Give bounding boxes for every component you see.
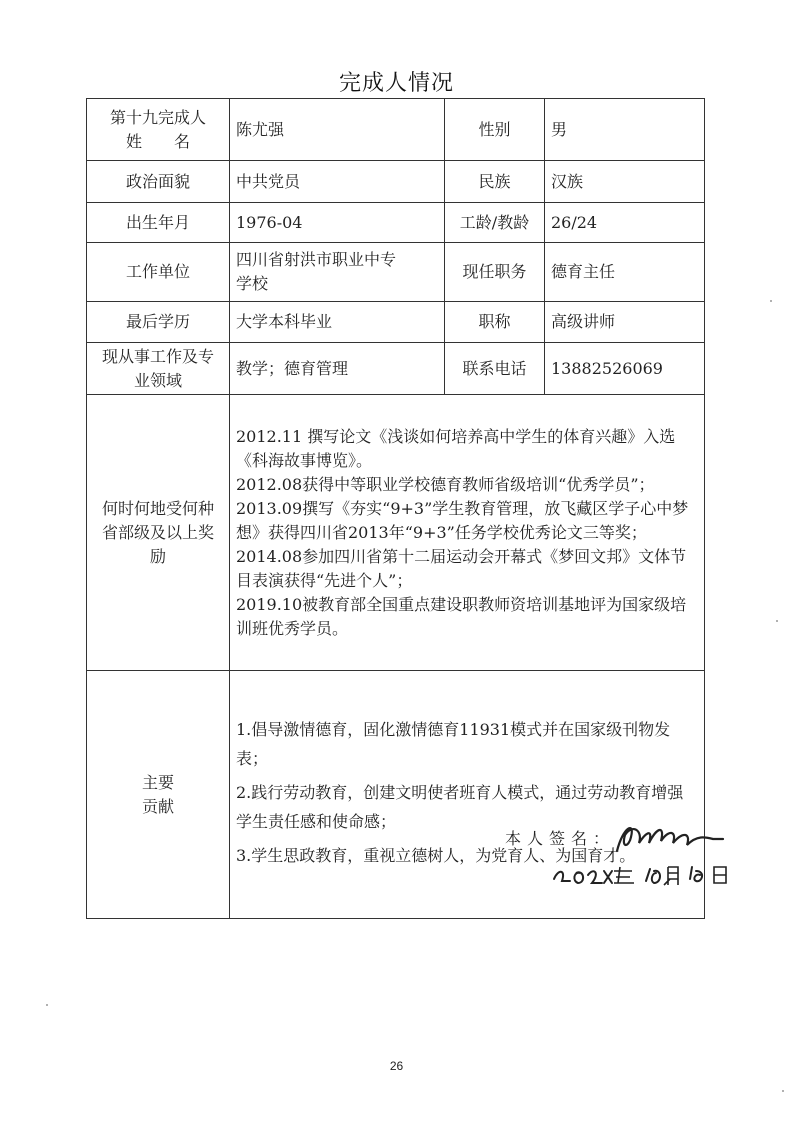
row-awards	[87, 395, 705, 671]
award-item: 2019.10被教育部全国重点建设职教师资培训基地评为国家级培训班优秀学员。	[236, 594, 687, 638]
name-label	[87, 99, 230, 161]
name-value: 陈尤强	[230, 99, 445, 161]
gender-value: 男	[545, 99, 705, 161]
field-label	[87, 343, 230, 395]
phone-value: 13882526069	[545, 343, 705, 395]
title-value: 高级讲师	[545, 302, 705, 343]
seniority-label: 工龄/教龄	[445, 203, 545, 243]
contributions-list	[230, 671, 705, 919]
awards-label-line2: 省部级及以上奖	[101, 522, 214, 542]
education-label: 最后学历	[87, 302, 230, 343]
ethnicity-value: 汉族	[545, 161, 705, 203]
field-label-line1: 现从事工作及专	[101, 346, 214, 366]
name-label-line1: 第十九完成人	[109, 107, 206, 127]
workplace-label: 工作单位	[87, 243, 230, 302]
scan-speck	[776, 620, 778, 622]
award-item: 2014.08参加四川省第十二届运动会开幕式《梦回文邦》文体节目表演获得“先进个人”；	[236, 546, 687, 590]
workplace-value	[230, 243, 445, 302]
position-value: 德育主任	[545, 243, 705, 302]
birth-value: 1976-04	[230, 203, 445, 243]
politics-value: 中共党员	[230, 161, 445, 203]
position-label: 现任职务	[445, 243, 545, 302]
ethnicity-label: 民族	[445, 161, 545, 203]
row-politics	[87, 161, 705, 203]
awards-label-line3: 励	[149, 546, 166, 566]
field-label-line2: 业领域	[133, 370, 182, 390]
row-workplace	[87, 243, 705, 302]
gender-label: 性别	[445, 99, 545, 161]
row-birth	[87, 203, 705, 243]
row-contributions	[87, 671, 705, 919]
scan-speck	[782, 1090, 784, 1092]
award-item: 2012.08获得中等职业学校德育教师省级培训“优秀学员”；	[236, 474, 655, 494]
scan-speck	[46, 1004, 48, 1006]
page-number: 26	[389, 1059, 404, 1073]
personnel-form-table	[86, 98, 705, 919]
signature-label: 本人签名：	[505, 829, 616, 848]
awards-list	[230, 395, 705, 671]
awards-label	[87, 395, 230, 671]
handwritten-date	[550, 859, 750, 891]
politics-label: 政治面貌	[87, 161, 230, 203]
contributions-label-line2: 贡献	[141, 796, 174, 816]
contributions-label	[87, 671, 230, 919]
row-education	[87, 302, 705, 343]
title-label: 职称	[445, 302, 545, 343]
award-item: 2012.11 撰写论文《浅谈如何培养高中学生的体育兴趣》入选《科海故事博览》。	[236, 426, 676, 470]
row-field	[87, 343, 705, 395]
birth-label: 出生年月	[87, 203, 230, 243]
contribution-item: 1.倡导激情德育，固化激情德育11931模式并在国家级刊物发表；	[236, 719, 671, 769]
phone-label: 联系电话	[445, 343, 545, 395]
contributions-label-line1: 主要	[141, 772, 174, 792]
awards-label-line1: 何时何地受何种	[101, 498, 214, 518]
contribution-item: 2.践行劳动教育，创建文明使者班育人模式，通过劳动教育增强学生责任感和使命感；	[236, 782, 684, 832]
workplace-value-line1: 四川省射洪市职业中专	[236, 250, 397, 269]
contribution-item: 3.学生思政教育，重视立德树人，为党育人、为国育才。	[236, 845, 636, 865]
scan-speck	[770, 300, 772, 302]
handwritten-signature	[613, 817, 733, 859]
page-title: 完成人情况	[338, 71, 454, 96]
seniority-value: 26/24	[545, 203, 705, 243]
education-value: 大学本科毕业	[230, 302, 445, 343]
name-label-line2: 姓 名	[125, 131, 190, 151]
award-item: 2013.09撰写《夯实“9+3”学生教育管理，放飞藏区学子心中梦想》获得四川省2013年“9+3”任务学校优秀论文三等奖；	[236, 498, 689, 542]
field-value: 教学；德育管理	[230, 343, 445, 395]
workplace-value-line2: 学校	[236, 274, 269, 293]
row-name	[87, 99, 705, 161]
